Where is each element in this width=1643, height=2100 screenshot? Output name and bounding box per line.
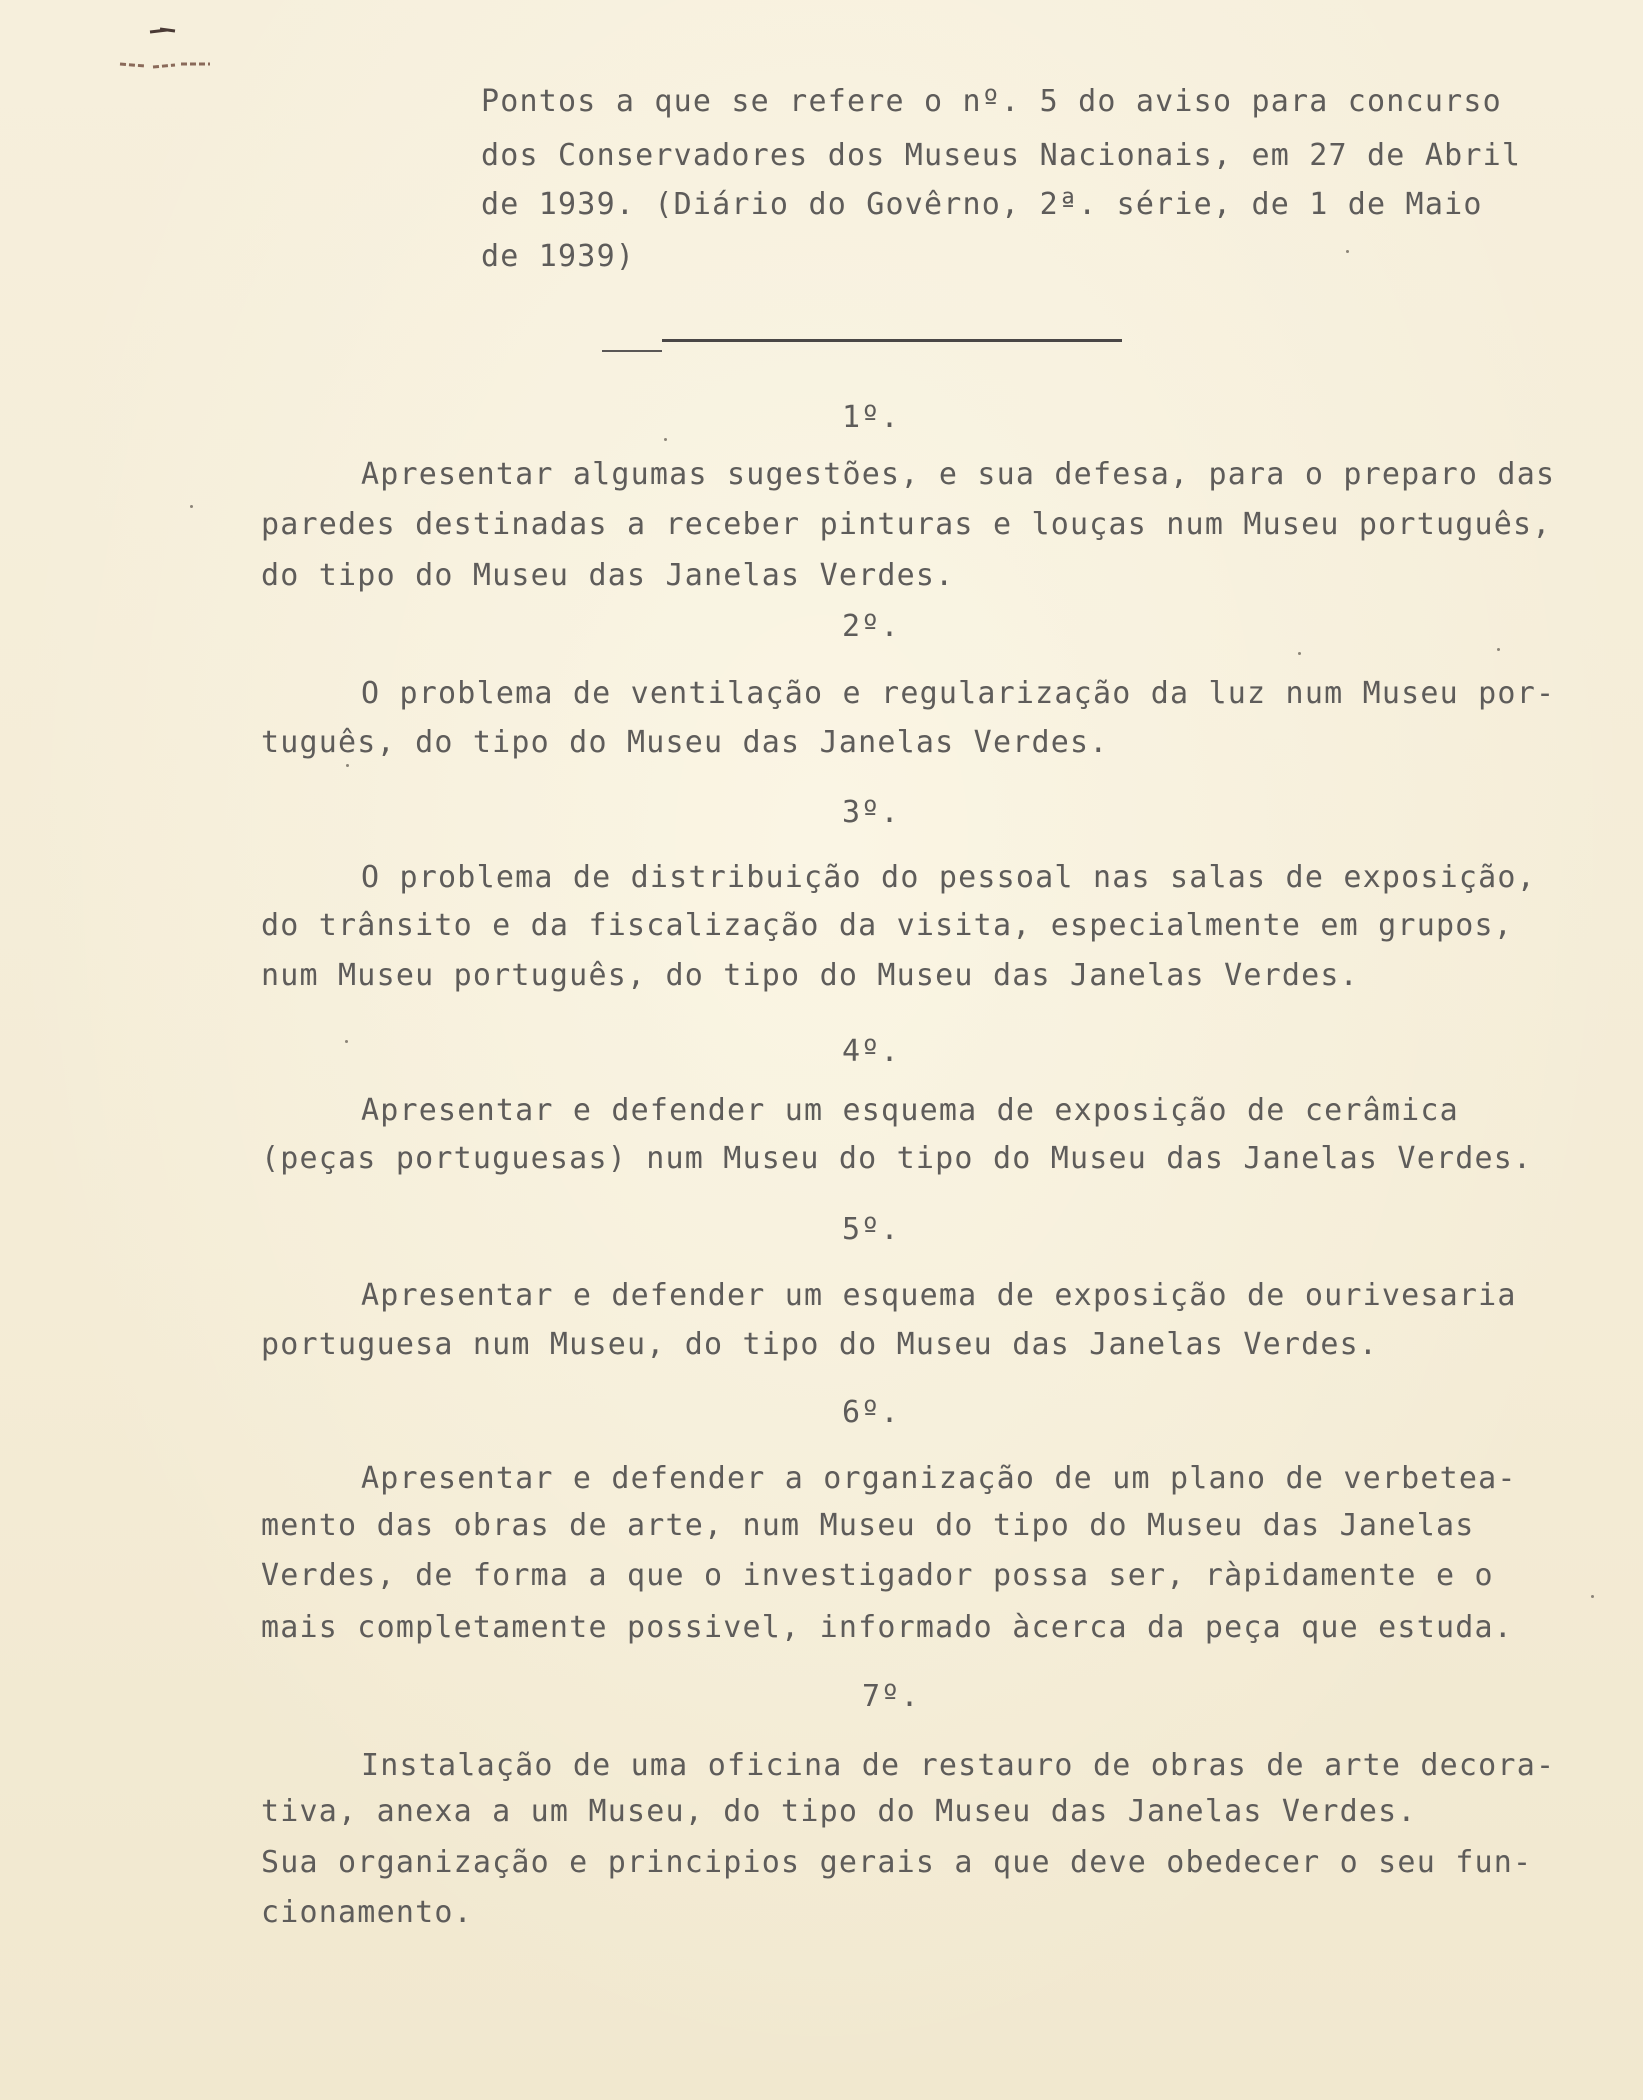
- point-line: Instalação de uma oficina de restauro de obras de arte decora-: [361, 1748, 1556, 1783]
- paper-speck: [345, 1040, 348, 1043]
- heading-line: dos Conservadores dos Museus Nacionais, em 27 de Abril: [481, 138, 1522, 173]
- point-line: (peças portuguesas) num Museu do tipo do Museu das Janelas Verdes.: [261, 1141, 1533, 1176]
- paper-speck: [664, 438, 667, 441]
- point-line: O problema de distribuição do pessoal nas salas de exposição,: [361, 860, 1536, 895]
- point-line: cionamento.: [261, 1895, 473, 1930]
- point-line: tuguês, do tipo do Museu das Janelas Verdes.: [261, 725, 1109, 760]
- paper-speck: [1298, 652, 1301, 655]
- corner-ink-marks: [115, 20, 225, 80]
- paper-speck: [1346, 250, 1349, 253]
- point-line: do trânsito e da fiscalização da visita, especialmente em grupos,: [261, 908, 1513, 943]
- point-number: 7º.: [862, 1679, 920, 1714]
- point-line: O problema de ventilação e regularização da luz num Museu por-: [361, 676, 1556, 711]
- heading-line: Pontos a que se refere o nº. 5 do aviso para concurso: [481, 84, 1502, 119]
- point-line: mento das obras de arte, num Museu do tipo do Museu das Janelas: [261, 1508, 1475, 1543]
- point-line: Apresentar e defender um esquema de exposição de cerâmica: [361, 1093, 1459, 1128]
- point-line: tiva, anexa a um Museu, do tipo do Museu das Janelas Verdes.: [261, 1794, 1417, 1829]
- heading-line: de 1939): [481, 239, 636, 274]
- point-line: Apresentar e defender a organização de um plano de verbetea-: [361, 1461, 1517, 1496]
- point-line: Sua organização e principios gerais a que deve obedecer o seu fun-: [261, 1845, 1533, 1880]
- paper-speck: [1591, 1595, 1594, 1598]
- point-line: do tipo do Museu das Janelas Verdes.: [261, 558, 955, 593]
- point-line: portuguesa num Museu, do tipo do Museu das Janelas Verdes.: [261, 1327, 1379, 1362]
- point-line: Apresentar algumas sugestões, e sua defesa, para o preparo das: [361, 457, 1556, 492]
- heading-line: de 1939. (Diário do Govêrno, 2ª. série, de 1 de Maio: [481, 187, 1483, 222]
- point-line: paredes destinadas a receber pinturas e louças num Museu português,: [261, 507, 1552, 542]
- point-number: 5º.: [842, 1212, 900, 1247]
- point-number: 2º.: [842, 609, 900, 644]
- point-number: 1º.: [842, 400, 900, 435]
- separator-rule: [662, 339, 1122, 342]
- paper-speck: [1497, 648, 1500, 651]
- point-number: 6º.: [842, 1395, 900, 1430]
- point-line: mais completamente possivel, informado àcerca da peça que estuda.: [261, 1610, 1513, 1645]
- point-line: Verdes, de forma a que o investigador possa ser, ràpidamente e o: [261, 1558, 1494, 1593]
- point-number: 4º.: [842, 1034, 900, 1069]
- paper-speck: [190, 505, 193, 508]
- separator-rule-short: [602, 350, 662, 352]
- point-number: 3º.: [842, 795, 900, 830]
- point-line: Apresentar e defender um esquema de exposição de ourivesaria: [361, 1278, 1517, 1313]
- point-line: num Museu português, do tipo do Museu das Janelas Verdes.: [261, 958, 1359, 993]
- paper-speck: [346, 764, 349, 767]
